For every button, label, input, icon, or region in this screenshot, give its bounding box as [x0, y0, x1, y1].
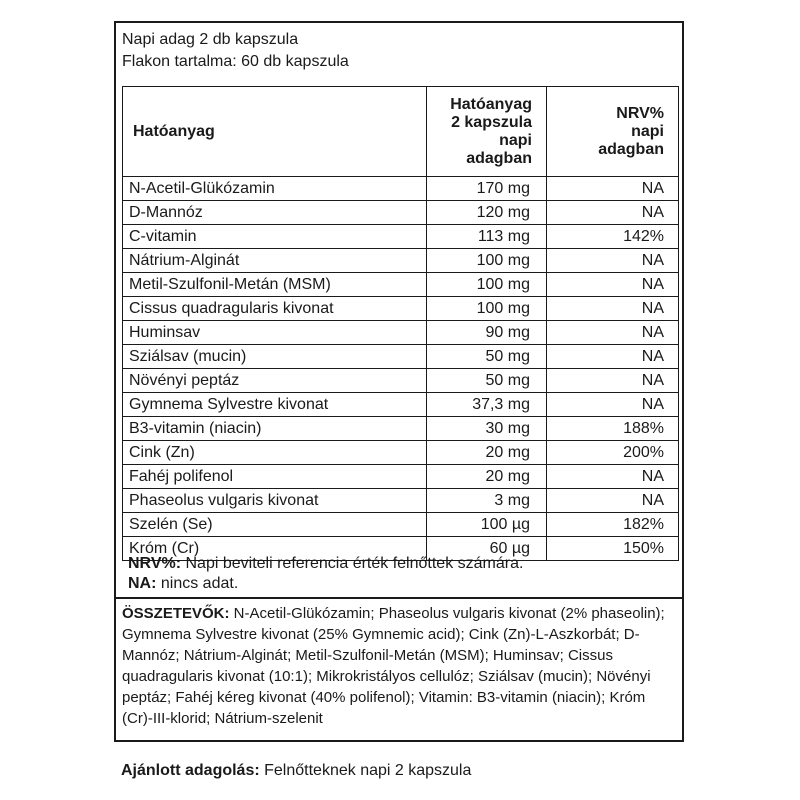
ingredient-nrv: NA — [547, 249, 679, 273]
ingredient-name: D-Mannóz — [123, 201, 427, 225]
table-row — [123, 201, 679, 225]
ingredient-name: Fahéj polifenol — [123, 465, 427, 489]
table-row — [123, 513, 679, 537]
header-amount: Hatóanyag 2 kapszula napi adagban — [427, 87, 547, 177]
ingredient-amount: 20 mg — [427, 441, 547, 465]
ingredient-name: C-vitamin — [123, 225, 427, 249]
ingredient-amount: 100 mg — [427, 273, 547, 297]
ingredient-nrv: NA — [547, 393, 679, 417]
ingredient-nrv: NA — [547, 273, 679, 297]
ingredient-amount: 30 mg — [427, 417, 547, 441]
ingredient-nrv: 188% — [547, 417, 679, 441]
container-contents: Flakon tartalma: 60 db kapszula — [122, 53, 349, 70]
table-header-row — [123, 87, 679, 177]
ingredient-amount: 90 mg — [427, 321, 547, 345]
recommended-dosage — [121, 760, 471, 782]
ingredients-label: ÖSSZETEVŐK: — [122, 605, 230, 622]
ingredient-name: Cissus quadragularis kivonat — [123, 297, 427, 321]
ingredient-amount: 60 µg — [427, 537, 547, 561]
table-row — [123, 345, 679, 369]
ingredient-amount: 50 mg — [427, 345, 547, 369]
nrv-note: NRV%: Napi beviteli referencia érték felnőttek számára. — [128, 555, 524, 572]
ingredient-nrv: NA — [547, 345, 679, 369]
ingredient-name: Szelén (Se) — [123, 513, 427, 537]
section-divider — [116, 597, 682, 599]
table-row — [123, 441, 679, 465]
ingredients-table — [122, 86, 679, 561]
ingredient-amount: 3 mg — [427, 489, 547, 513]
ingredient-amount: 50 mg — [427, 369, 547, 393]
ingredients-text: N-Acetil-Glükózamin; Phaseolus vulgaris kivonat (2% phaseolin); Gymnema Sylvestre kivonat (25% Gymnemic acid); Cink (Zn)-L-Aszkorbát; D-Mannóz; Nátrium-Alginát; Metil-Szulfonil-Metán (MSM); Huminsav; Cissus quadragularis kivonat (10:1); Mikrokristályos cellulóz; Sziálsav (mucin); Növényi peptáz; Fahéj kéreg kivonat (40% polifenol); Vitamin: B3-vitamin (niacin); Króm (Cr)-III-klorid; Nátrium-szelenit — [122, 605, 665, 727]
ingredient-nrv: NA — [547, 465, 679, 489]
table-notes — [128, 554, 523, 594]
table-row — [123, 249, 679, 273]
supplement-facts-panel — [114, 21, 684, 742]
ingredient-nrv: NA — [547, 321, 679, 345]
table-row — [123, 273, 679, 297]
dosage-text: Felnőtteknek napi 2 kapszula — [259, 762, 472, 779]
ingredient-amount: 100 µg — [427, 513, 547, 537]
ingredient-amount: 100 mg — [427, 297, 547, 321]
ingredient-name: Króm (Cr) — [123, 537, 427, 561]
ingredient-name: Phaseolus vulgaris kivonat — [123, 489, 427, 513]
table-row — [123, 297, 679, 321]
table-row — [123, 465, 679, 489]
ingredient-amount: 120 mg — [427, 201, 547, 225]
ingredient-name: Gymnema Sylvestre kivonat — [123, 393, 427, 417]
header-ingredient: Hatóanyag — [123, 87, 427, 177]
table-row — [123, 393, 679, 417]
table-row — [123, 489, 679, 513]
ingredient-amount: 170 mg — [427, 177, 547, 201]
ingredient-amount: 20 mg — [427, 465, 547, 489]
table-row — [123, 177, 679, 201]
dosage-label: Ajánlott adagolás: — [121, 762, 260, 779]
ingredient-amount: 113 mg — [427, 225, 547, 249]
serving-size: Napi adag 2 db kapszula — [122, 31, 299, 48]
ingredient-name: N-Acetil-Glükózamin — [123, 177, 427, 201]
ingredient-nrv: NA — [547, 369, 679, 393]
table-row — [123, 417, 679, 441]
ingredient-name: Cink (Zn) — [123, 441, 427, 465]
table-row — [123, 369, 679, 393]
ingredient-nrv: NA — [547, 177, 679, 201]
ingredient-name: B3-vitamin (niacin) — [123, 417, 427, 441]
ingredient-name: Nátrium-Alginát — [123, 249, 427, 273]
ingredients-list — [122, 603, 678, 729]
serving-info — [122, 29, 349, 73]
ingredient-name: Huminsav — [123, 321, 427, 345]
ingredient-nrv: 200% — [547, 441, 679, 465]
ingredient-nrv: NA — [547, 489, 679, 513]
ingredient-amount: 37,3 mg — [427, 393, 547, 417]
ingredient-name: Sziálsav (mucin) — [123, 345, 427, 369]
na-note: NA: nincs adat. — [128, 575, 239, 592]
ingredient-nrv: 182% — [547, 513, 679, 537]
header-nrv: NRV% napi adagban — [547, 87, 679, 177]
ingredient-nrv: 150% — [547, 537, 679, 561]
table-row — [123, 225, 679, 249]
ingredient-name: Metil-Szulfonil-Metán (MSM) — [123, 273, 427, 297]
ingredient-nrv: NA — [547, 297, 679, 321]
table-row — [123, 321, 679, 345]
ingredient-name: Növényi peptáz — [123, 369, 427, 393]
ingredient-nrv: 142% — [547, 225, 679, 249]
ingredient-amount: 100 mg — [427, 249, 547, 273]
ingredient-nrv: NA — [547, 201, 679, 225]
